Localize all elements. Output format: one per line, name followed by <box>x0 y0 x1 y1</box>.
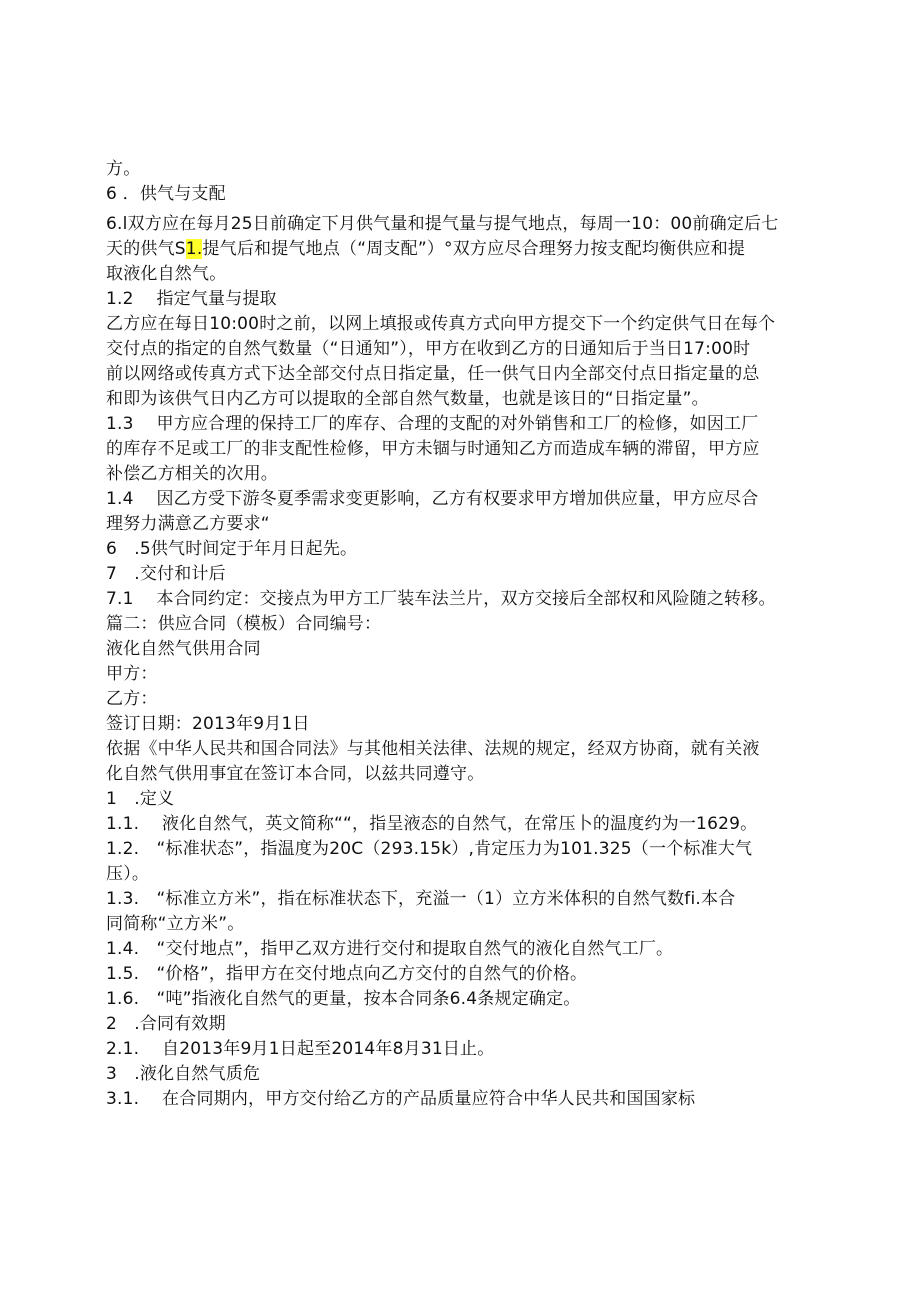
text-line: 1.3 甲方应合理的保持工厂的库存、合理的支配的对外销售和工厂的检修，如因工厂 <box>106 414 759 434</box>
text-line: 1.6. “吨”指液化自然气的更量，按本合同条6.4条规定确定。 <box>106 989 581 1009</box>
text-line: 1.2. “标准状态”，指温度为20C（293.15k）,肯定压力为101.325（一个标准大气 <box>106 839 753 859</box>
text-line: 6 .5供气时间定于年月日起先。 <box>106 539 358 559</box>
text-line: 1.3. “标准立方米”，指在标准状态下，充溢一（1）立方米体积的自然气数fi.本合 <box>106 889 736 909</box>
party-a-label: 甲方： <box>106 664 158 684</box>
text-line: 压）。 <box>106 864 150 884</box>
signing-date: 签订日期：2013年9月1日 <box>106 714 310 734</box>
text-line: 1.5. “价格”，指甲方在交付地点向乙方交付的自然气的价格。 <box>106 964 588 984</box>
party-b-label: 乙方： <box>106 689 158 709</box>
section-heading: 1.2 指定气量与提取 <box>106 289 277 309</box>
text-line: 乙方应在每日10:00时之前，以网上填报或传真方式向甲方提交下一个约定供气日在每个 <box>106 314 776 334</box>
text-line: 方。 <box>106 159 141 179</box>
section-heading: 2 .合同有效期 <box>106 1014 226 1034</box>
section-heading: 6 ．供气与支配 <box>106 184 226 204</box>
text-line: 1.4. “交付地点”，指甲乙双方进行交付和提取自然气的液化自然气工厂。 <box>106 939 674 959</box>
text-line: 依据《中华人民共和国合同法》与其他相关法律、法规的规定，经双方协商，就有关液 <box>106 739 760 759</box>
text-line: 同简称“立方米”。 <box>106 914 245 934</box>
section-heading: 1 .定义 <box>106 789 175 809</box>
text-line: 1.1. 液化自然气，英文简称““，指呈液态的自然气，在常压卜的温度约为一1629。 <box>106 814 758 834</box>
highlighted-text: 1. <box>185 239 203 259</box>
text-line-with-highlight <box>106 237 816 262</box>
text-fragment: 提气后和提气地点（“周支配”）°双方应尽合理努力按支配均衡供应和提 <box>202 239 746 259</box>
text-line: 1.4 因乙方受下游冬夏季需求变更影响，乙方有权要求甲方增加供应量，甲方应尽合 <box>106 489 759 509</box>
text-line: 前以网络或传真方式下达全部交付点日指定量，任一供气日内全部交付点日指定量的总 <box>106 364 760 384</box>
text-line: 和即为该供气日内乙方可以提取的全部自然气数量，也就是该日的“日指定量”。 <box>106 389 709 409</box>
section-heading: 7 .交付和计后 <box>106 564 226 584</box>
text-line: 7.1 本合同约定：交接点为甲方工厂装车法兰片，双方交接后全部权和风险随之转移。 <box>106 589 776 609</box>
text-line: 补偿乙方相关的次用。 <box>106 464 278 484</box>
text-line: 篇二：供应合同（模板）合同编号： <box>106 614 382 634</box>
section-heading: 3 .液化自然气质危 <box>106 1064 261 1084</box>
text-line: 交付点的指定的自然气数量（“日通知”），甲方在收到乙方的日通知后于当日17:00时 <box>106 339 751 359</box>
text-line: 取液化自然气。 <box>106 264 227 284</box>
text-line: 6.l双方应在每月25日前确定下月供气量和提气量与提气地点，每周一10：00前确定后七 <box>106 214 779 234</box>
text-line: 3.1. 在合同期内，甲方交付给乙方的产品质量应符合中华人民共和国国家标 <box>106 1089 696 1109</box>
text-line: 2.1. 自2013年9月1日起至2014年8月31日止。 <box>106 1039 495 1059</box>
document-body <box>106 157 816 1112</box>
text-fragment: 天的供气S <box>106 239 186 259</box>
text-line: 化自然气供用事宜在签订本合同，以兹共同遵守。 <box>106 764 485 784</box>
document-title: 液化自然气供用合同 <box>106 639 261 659</box>
text-line: 理努力满意乙方要求“ <box>106 514 270 534</box>
text-line: 的库存不足或工厂的非支配性检修，甲方未锢与时通知乙方而造成车辆的滞留，甲方应 <box>106 439 760 459</box>
